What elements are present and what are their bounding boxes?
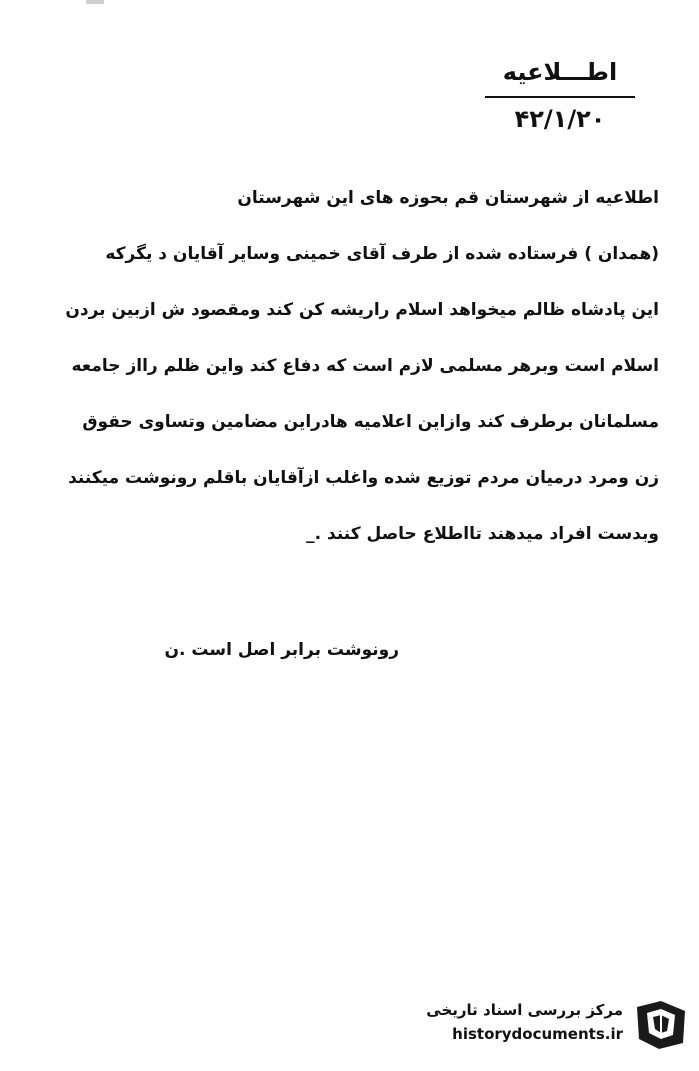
document-header [485,52,635,134]
document-body [29,170,659,562]
certification-note: رونوشت برابر اصل است .ن [164,640,399,660]
document-title: اطـــلاعيه [502,58,618,86]
body-line: (همدان ) فرستاده شده از طرف آقاى خمينى وساير آقايان د يگركه [105,244,659,264]
body-line: وبدست افراد ميدهند تااطلاع حاصل كنند ._ [306,524,659,544]
title-underline [485,96,635,98]
archive-logo-icon [631,997,691,1053]
body-line: مسلمانان برطرف كند وازاين اعلاميه هادراين مضامين وتساوى حقوق [82,412,659,432]
archive-name: مركز بررسى اسناد تاريخى [426,1001,623,1019]
body-line: اين پادشاه ظالم ميخواهد اسلام راريشه كن كند ومقصود ش ازبين بردن [65,300,659,320]
scan-smudge [86,0,104,4]
body-line: اسلام است وبرهر مسلمى لازم است كه دفاع كند واين ظلم رااز جامعه [71,356,659,376]
body-line: زن ومرد درميان مردم توزيع شده واغلب ازآقايان باقلم رونوشت ميكنند [68,468,659,488]
source-watermark [406,997,691,1053]
archive-url: historydocuments.ir [452,1025,623,1043]
body-line: اطلاعيه از شهرستان قم بحوزه هاى اين شهرستان [237,188,659,208]
document-date: ۴۲/۱/۲۰ [514,105,606,133]
